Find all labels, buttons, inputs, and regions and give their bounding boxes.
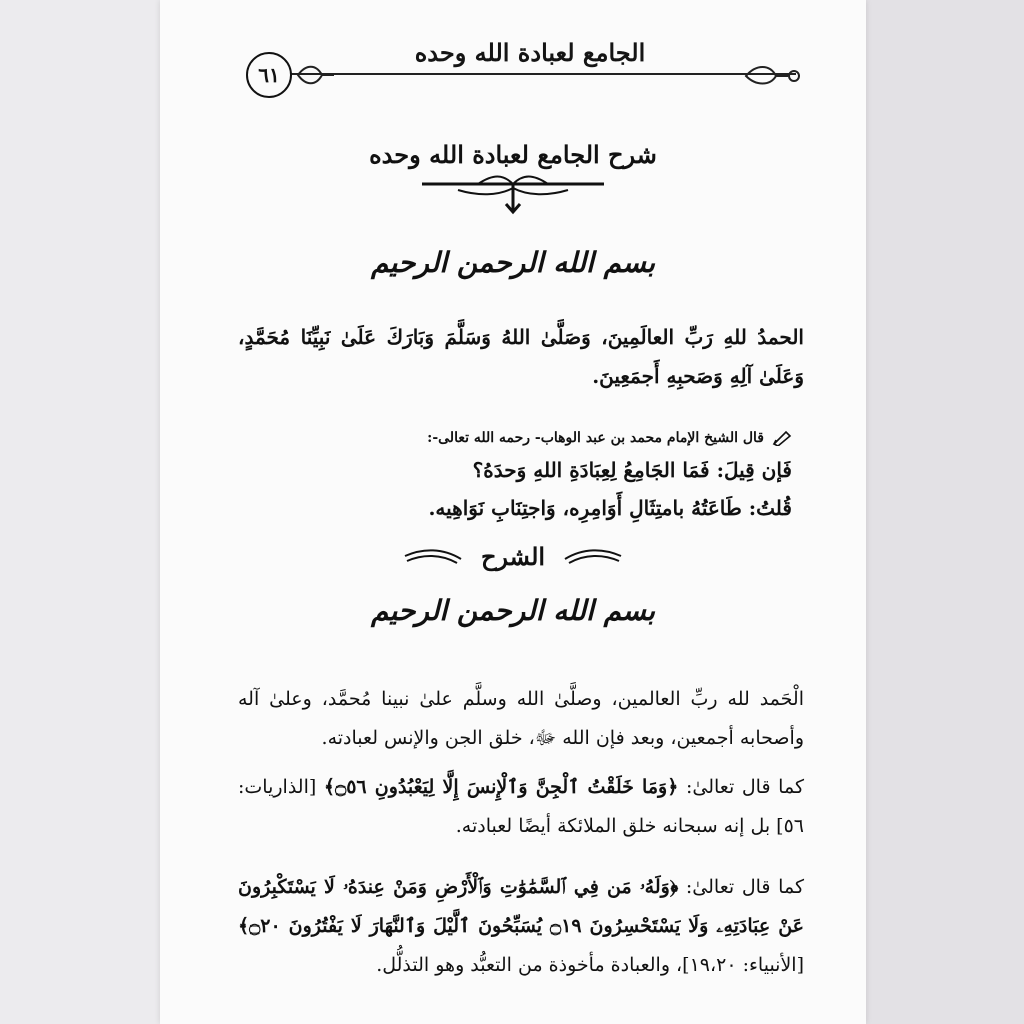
- header-ornament-left-icon: [296, 62, 336, 88]
- title-divider-ornament-icon: [418, 170, 608, 216]
- page-number: ٦١: [246, 52, 292, 98]
- pen-icon: [772, 430, 792, 446]
- header-rule: [255, 73, 796, 75]
- basmala-calligraphy-2: بسم الله الرحمن الرحيم: [371, 594, 655, 627]
- sharh-ornament-left-icon: [563, 548, 623, 570]
- sharh-paragraph-3: [238, 868, 804, 985]
- sharh-ornament-right-icon: [403, 548, 463, 570]
- quran-verse-adh-dhariyat: ﴿وَمَا خَلَقْتُ ٱلْجِنَّ وَٱلْإِنسَ إِلَّا لِيَعْبُدُونِ ۝٥٦﴾: [323, 776, 679, 798]
- background-right: [866, 0, 1024, 1024]
- section-title: شرح الجامع لعبادة الله وحده: [369, 140, 657, 169]
- sharh-p2-tail: [الذاريات: ٥٦] بل إنه سبحانه خلق الملائكة أيضًا لعبادته.: [238, 776, 804, 837]
- sharh-heading: [160, 542, 866, 571]
- sharh-paragraph-2: [238, 768, 804, 846]
- sharh-p2-lead: كما قال تعالىٰ:: [685, 776, 805, 798]
- intro-paragraph: الحمدُ للهِ رَبِّ العالَمِينَ، وَصَلَّىٰ اللهُ وَسَلَّمَ وَبَارَكَ عَلَىٰ نَبِيِّنَا مُحَمَّدٍ، وَعَلَىٰ آلِهِ وَصَحبِهِ أَجمَعِينَ.: [238, 325, 804, 388]
- quote-intro-line: [300, 430, 792, 446]
- sharh-p3-tail: [الأنبياء: ١٩،٢٠]، والعبادة مأخوذة من التعبُّد وهو التذلُّل.: [376, 954, 804, 976]
- basmala-calligraphy-1: بسم الله الرحمن الرحيم: [371, 246, 655, 279]
- answer-line: قُلتُ: طَاعَتُهُ بامتِثَالِ أَوَامِرِه، وَاجتِنَابِ نَوَاهِيه.: [428, 496, 792, 520]
- quran-verse-al-anbiya: ﴿وَلَهُۥ مَن فِي ٱلسَّمَٰوَٰتِ وَٱلْأَرْضِ وَمَنْ عِندَهُۥ لَا يَسْتَكْبِرُونَ عَنْ عِبَادَتِهِۦ وَلَا يَسْتَحْسِرُونَ ۝١٩ يُسَبِّحُونَ ٱلَّيْلَ وَٱلنَّهَارَ لَا يَفْتُرُونَ ۝٢٠﴾: [238, 876, 804, 937]
- quote-intro-text: قال الشيخ الإمام محمد بن عبد الوهاب- رحمه الله تعالى-:: [427, 430, 764, 446]
- header-ornament-right-icon: [744, 60, 804, 90]
- sharh-paragraph-1: الْحَمد لله ربِّ العالمين، وصلَّىٰ الله وسلَّم علىٰ نبينا مُحمَّد، وعلىٰ آله وأصحابه أجمعين، وبعد فإن الله ﷻ، خلق الجن والإنس لعبادته.: [238, 688, 804, 749]
- question-line: فَإن قِيلَ: فَمَا الجَامِعُ لِعِبَادَةِ اللهِ وَحدَهُ؟: [472, 458, 792, 482]
- running-header-title: الجامع لعبادة الله وحده: [414, 38, 646, 67]
- sharh-heading-text: الشرح: [480, 542, 546, 571]
- book-page: [160, 0, 866, 1024]
- sharh-p3-lead: كما قال تعالىٰ:: [685, 876, 804, 898]
- background-left: [0, 0, 160, 1024]
